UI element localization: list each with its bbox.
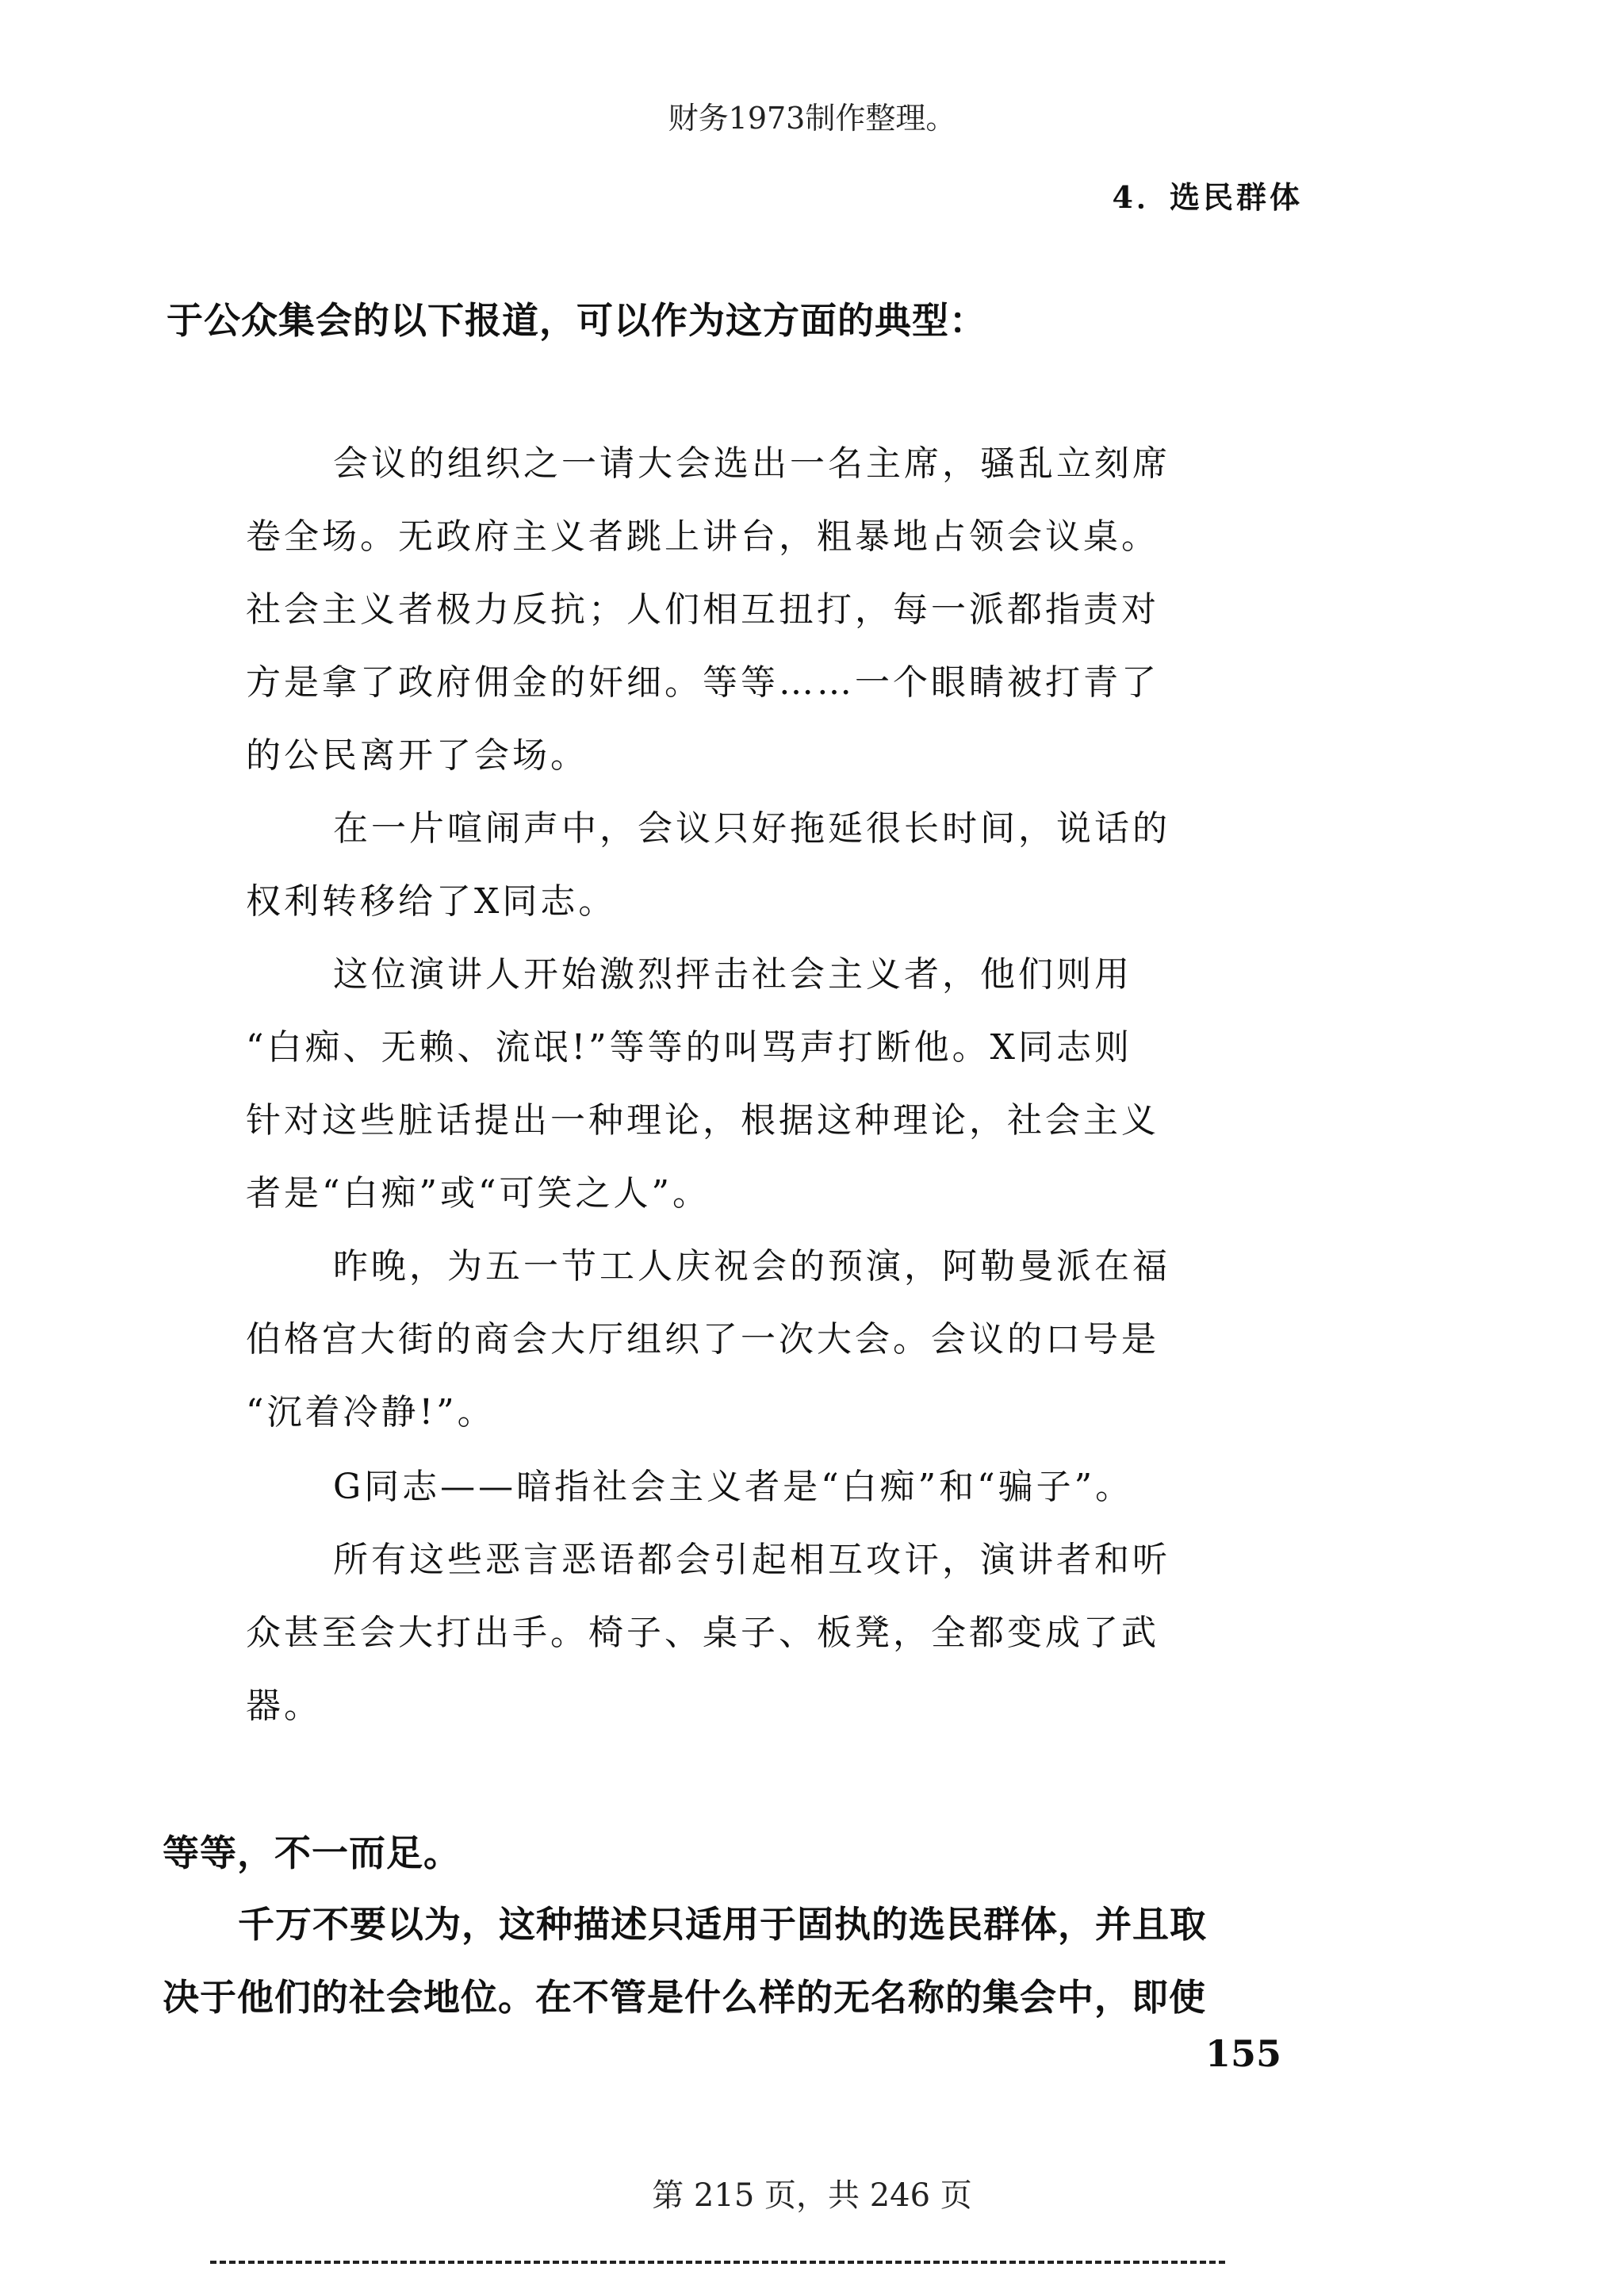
page-number: 155 bbox=[1205, 2032, 1282, 2075]
header-note: 财务1973制作整理。 bbox=[668, 101, 956, 136]
quote-line: 伯格宫大街的商会大厅组织了一次大会。会议的口号是 bbox=[246, 1319, 1159, 1360]
quote-line: 所有这些恶言恶语都会引起相互攻讦，演讲者和听 bbox=[333, 1540, 1170, 1580]
quote-line: 这位演讲人开始激烈抨击社会主义者，他们则用 bbox=[333, 954, 1132, 995]
footer-page-indicator: 第 215 页，共 246 页 bbox=[652, 2177, 972, 2214]
quote-line: 会议的组织之一请大会选出一名主席，骚乱立刻席 bbox=[333, 443, 1170, 484]
quote-line: “白痴、无赖、流氓!”等等的叫骂声打断他。X同志则 bbox=[246, 1027, 1132, 1068]
quote-line: G同志——暗指社会主义者是“白痴”和“骗子”。 bbox=[333, 1467, 1134, 1507]
quote-line: 昨晚，为五一节工人庆祝会的预演，阿勒曼派在福 bbox=[333, 1246, 1170, 1287]
closing-line: 千万不要以为，这种描述只适用于固执的选民群体，并且取 bbox=[238, 1903, 1207, 1946]
running-head: 4．选民群体 bbox=[1112, 179, 1303, 215]
scan-edge-rule bbox=[210, 2261, 1225, 2264]
quote-line: 众甚至会大打出手。椅子、桌子、板凳，全都变成了武 bbox=[246, 1613, 1159, 1653]
lead-line: 于公众集会的以下报道，可以作为这方面的典型： bbox=[167, 299, 986, 342]
quote-line: 在一片喧闹声中，会议只好拖延很长时间，说话的 bbox=[333, 808, 1170, 849]
quote-line: 卷全场。无政府主义者跳上讲台，粗暴地占领会议桌。 bbox=[246, 516, 1159, 557]
closing-line: 决于他们的社会地位。在不管是什么样的无名称的集会中，即使 bbox=[163, 1976, 1206, 2019]
quote-line: 者是“白痴”或“可笑之人”。 bbox=[246, 1173, 710, 1214]
closing-line: 等等，不一而足。 bbox=[163, 1832, 461, 1874]
quote-line: 的公民离开了会场。 bbox=[246, 735, 588, 776]
quote-line: 器。 bbox=[246, 1686, 322, 1726]
quote-line: “沉着冷静!”。 bbox=[246, 1392, 496, 1433]
quote-line: 方是拿了政府佣金的奸细。等等……一个眼睛被打青了 bbox=[246, 662, 1159, 703]
quote-line: 权利转移给了X同志。 bbox=[246, 881, 617, 922]
quote-line: 针对这些脏话提出一种理论，根据这种理论，社会主义 bbox=[246, 1100, 1159, 1141]
quote-line: 社会主义者极力反抗；人们相互扭打，每一派都指责对 bbox=[246, 589, 1159, 630]
